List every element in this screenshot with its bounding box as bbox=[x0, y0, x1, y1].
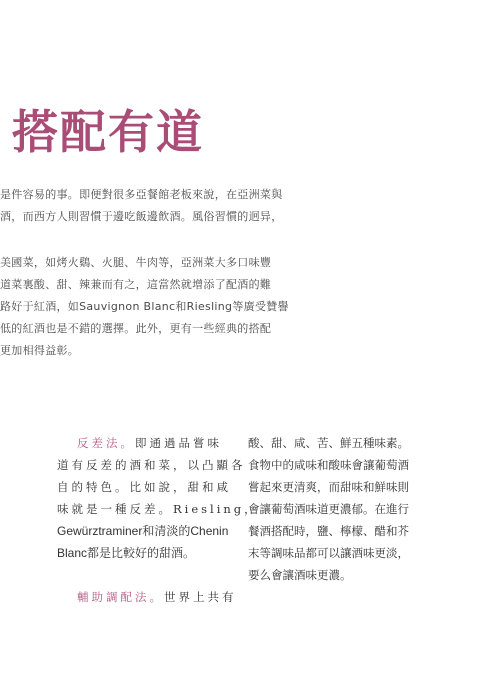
paragraph-gap bbox=[0, 228, 478, 252]
right-line: 餐酒搭配時，鹽、檸檬、醋和芥 bbox=[248, 524, 409, 538]
assist-label: 輔助調配法。 bbox=[77, 590, 164, 604]
body-line: 道菜裏酸、甜、辣兼而有之，這當然就增添了配酒的難 bbox=[0, 278, 272, 291]
right-line: 嘗起來更清爽，而甜味和鮮味則 bbox=[248, 480, 409, 494]
page-title: 搭配有道 bbox=[12, 105, 204, 159]
left-line: 味就是一種反差。Riesling， bbox=[57, 502, 259, 516]
body-line: 路好于紅酒，如Sauvignon Blanc和Riesling等廣受贊譽 bbox=[0, 300, 289, 313]
contrast-line-rest: 即通過品嘗味 bbox=[135, 436, 222, 450]
left-line: 自的特色。比如說，甜和咸 bbox=[57, 480, 231, 494]
intro-line: 酒，而西方人則習慣于邊吃飯邊飲酒。風俗習慣的迥异， bbox=[0, 210, 283, 223]
right-line: 末等調味品都可以讓酒味更淡， bbox=[248, 546, 409, 560]
intro-line: 是件容易的事。即便對很多亞餐館老板來說，在亞洲菜與 bbox=[0, 188, 283, 201]
assist-first-line bbox=[57, 586, 237, 608]
paragraph-gap bbox=[57, 564, 232, 586]
body-line: 更加相得益彰。 bbox=[0, 344, 80, 357]
body-line: 低的紅酒也是不錯的選擇。此外，更有一些經典的搭配 bbox=[0, 322, 272, 335]
contrast-label: 反差法。 bbox=[77, 436, 135, 450]
body-line: 美國菜，如烤火鷄、火腿、牛肉等，亞洲菜大多口味豐 bbox=[0, 256, 272, 269]
right-line: 會讓葡萄酒味道更濃郁。在進行 bbox=[248, 502, 409, 516]
assist-line-rest: 世界上共有 bbox=[164, 590, 237, 604]
left-line: Blanc都是比較好的甜酒。 bbox=[57, 546, 196, 560]
left-line: 道有反差的酒和菜，以凸顯各 bbox=[57, 458, 246, 472]
right-column bbox=[248, 432, 438, 586]
right-line: 要么會讓酒味更濃。 bbox=[248, 568, 352, 582]
left-column bbox=[57, 432, 259, 608]
right-line: 食物中的咸味和酸味會讓葡萄酒 bbox=[248, 458, 409, 472]
intro-section bbox=[0, 184, 478, 362]
contrast-first-line bbox=[57, 432, 232, 454]
right-line: 酸、甜、咸、苦、鮮五種味素。 bbox=[248, 436, 409, 450]
left-line: Gewürztraminer和清淡的Chenin bbox=[57, 524, 229, 538]
